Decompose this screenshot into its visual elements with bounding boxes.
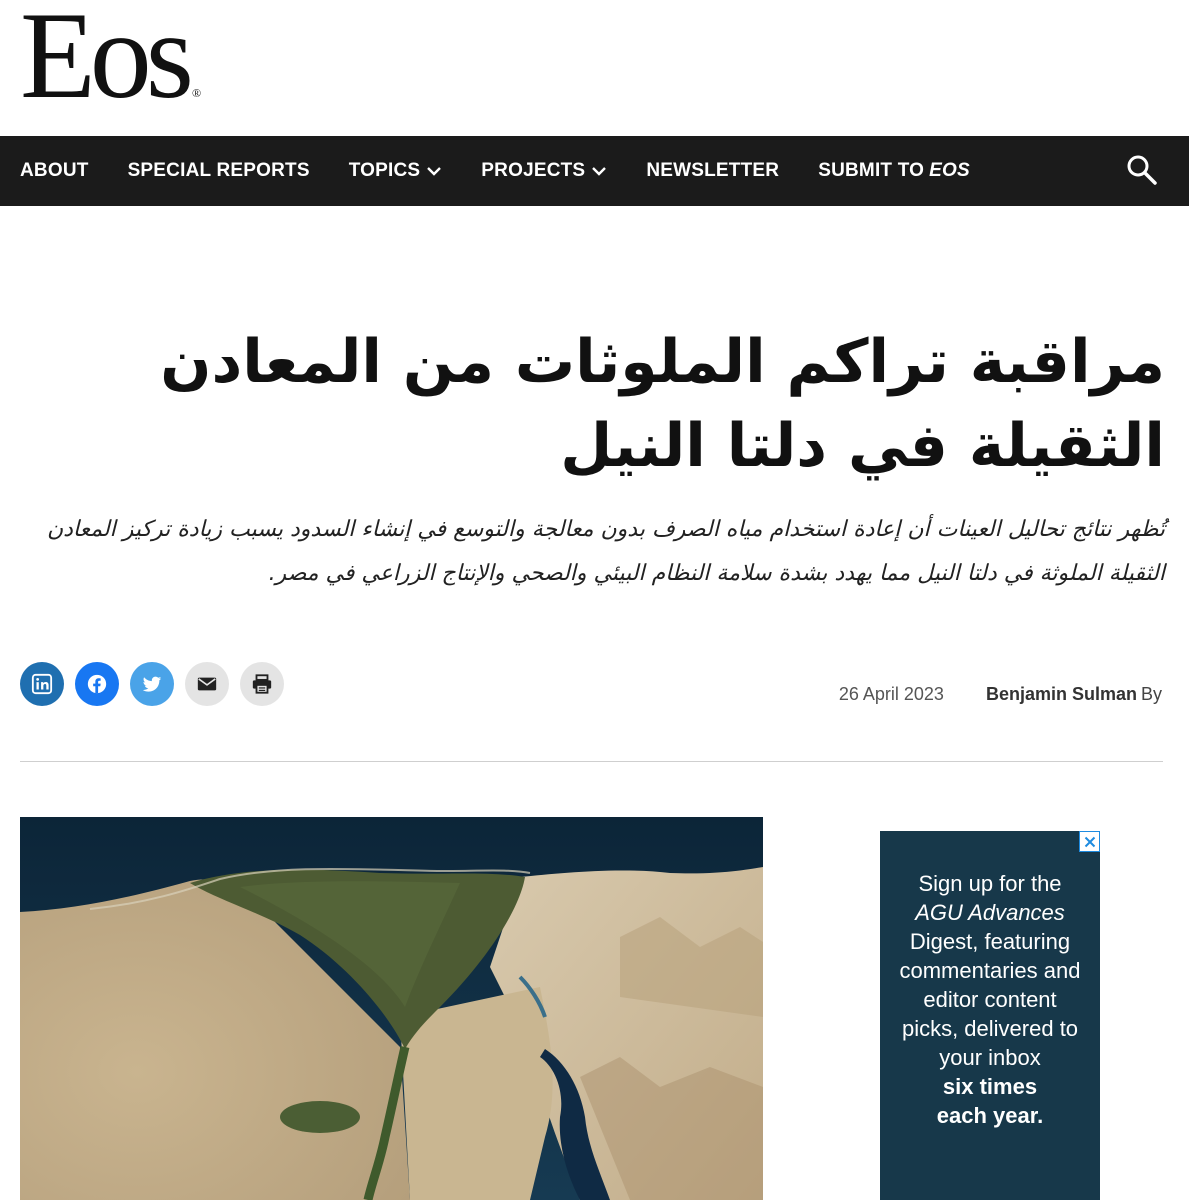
nav-submit-to-eos[interactable] bbox=[818, 160, 970, 182]
ad-line-3: Digest, featuring commentaries and editor content picks, delivered to your inbox bbox=[899, 929, 1081, 1070]
newsletter-ad[interactable] bbox=[880, 831, 1100, 1200]
linkedin-icon bbox=[31, 673, 53, 695]
nav-special-reports-label: SPECIAL REPORTS bbox=[127, 160, 310, 181]
nav-newsletter-label: NEWSLETTER bbox=[646, 160, 780, 181]
chevron-down-icon bbox=[426, 163, 442, 179]
chevron-down-icon bbox=[591, 163, 607, 179]
ad-close-button[interactable] bbox=[1079, 831, 1100, 852]
ad-line-4: six times each year. bbox=[936, 1074, 1044, 1128]
divider bbox=[20, 761, 1163, 762]
search-icon[interactable] bbox=[1125, 153, 1159, 187]
article-subtitle: تُظهر نتائج تحاليل العينات أن إعادة استخدام مياه الصرف بدون معالجة والتوسع في إنشاء السدود يسبب زيادة تركيز المعادن الثقيلة الملوثة في دلتا النيل مما يهدد بشدة سلامة النظام البيئي والصحي والإنتاج الزراعي في مصر. bbox=[46, 517, 1165, 586]
nile-delta-satellite-image bbox=[20, 817, 763, 1200]
share-facebook-button[interactable] bbox=[75, 662, 119, 706]
ad-line-1: Sign up for the bbox=[918, 871, 1062, 896]
main-nav bbox=[0, 136, 1189, 206]
nav-topics-label: TOPICS bbox=[348, 160, 421, 181]
share-print-button[interactable] bbox=[240, 662, 284, 706]
nav-projects-label: PROJECTS bbox=[481, 160, 586, 181]
nav-newsletter[interactable] bbox=[646, 160, 779, 182]
nav-projects[interactable] bbox=[481, 160, 607, 182]
nav-about-label: ABOUT bbox=[20, 160, 89, 181]
publish-date: 26 April 2023 bbox=[838, 684, 944, 704]
share-linkedin-button[interactable] bbox=[20, 662, 64, 706]
byline-prefix: By bbox=[1140, 684, 1162, 704]
print-icon bbox=[251, 673, 273, 695]
share-twitter-button[interactable] bbox=[130, 662, 174, 706]
twitter-icon bbox=[141, 673, 163, 695]
email-icon bbox=[196, 673, 218, 695]
nav-about[interactable] bbox=[20, 160, 89, 182]
author-name[interactable]: Benjamin Sulman bbox=[985, 684, 1137, 704]
nav-topics[interactable] bbox=[349, 160, 443, 182]
article-meta bbox=[839, 684, 1162, 705]
share-email-button[interactable] bbox=[185, 662, 229, 706]
nav-submit-label: SUBMIT TO bbox=[818, 160, 925, 181]
close-icon bbox=[1084, 836, 1096, 848]
nav-submit-eos: EOS bbox=[929, 160, 970, 181]
logo-text: Eos bbox=[20, 0, 188, 124]
ad-line-2: AGU Advances bbox=[915, 900, 1065, 925]
hero-image bbox=[20, 817, 763, 1200]
facebook-icon bbox=[86, 673, 108, 695]
share-bar bbox=[20, 662, 295, 706]
article-title: مراقبة تراكم الملوثات من المعادن الثقيلة في دلتا النيل bbox=[160, 327, 1165, 481]
nav-special-reports[interactable] bbox=[128, 160, 310, 182]
registered-mark: ® bbox=[192, 86, 202, 100]
site-logo[interactable] bbox=[20, 0, 202, 124]
